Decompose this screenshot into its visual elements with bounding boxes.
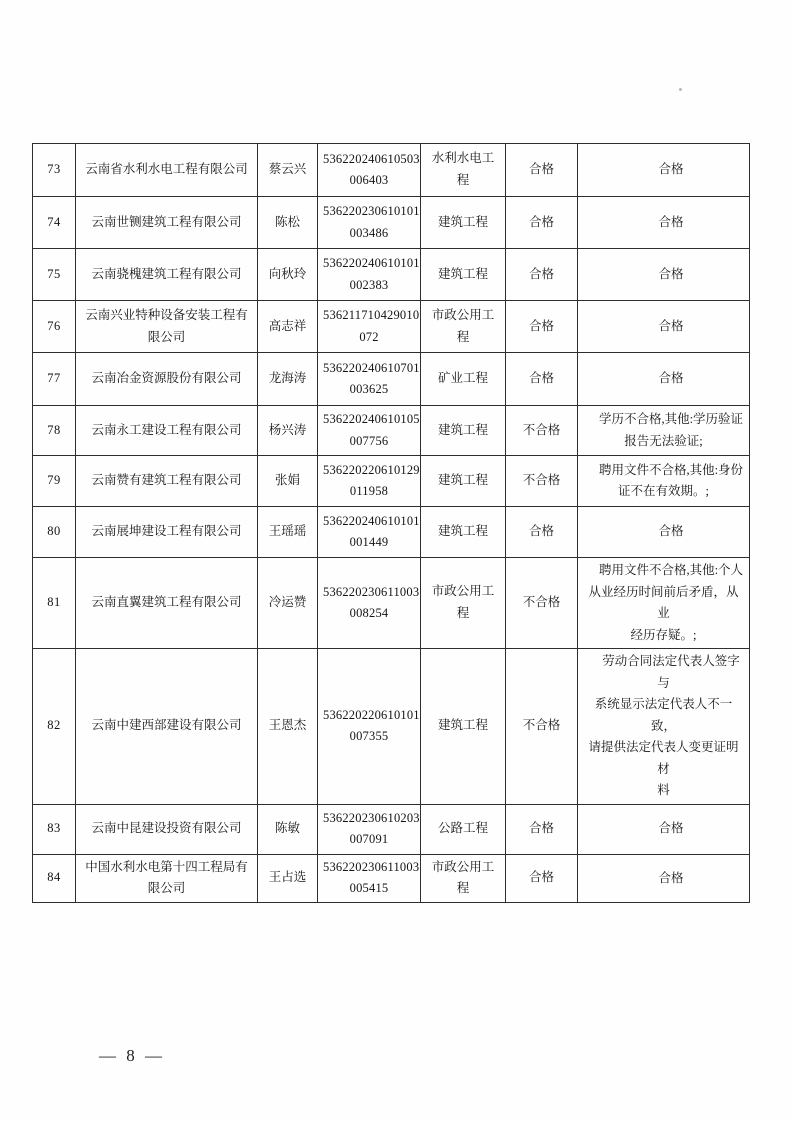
table-row bbox=[33, 854, 750, 903]
id-number-line: 006403 bbox=[349, 173, 389, 187]
id-number-line: 536211710429010 bbox=[323, 308, 420, 323]
cell-person-name: 向秋玲 bbox=[258, 249, 318, 301]
remark-line: 合格 bbox=[658, 162, 684, 177]
cell-result: 合格 bbox=[506, 197, 578, 249]
remark-line: 请提供法定代表人变更证明材 bbox=[588, 740, 739, 776]
table-row bbox=[33, 649, 750, 805]
cell-result: 不合格 bbox=[506, 649, 578, 805]
remark-line: 劳动合同法定代表人签字与 bbox=[602, 654, 740, 690]
cell-result: 合格 bbox=[506, 507, 578, 558]
cell-company-name: 云南省水利水电工程有限公司 bbox=[76, 144, 258, 197]
cell-index: 79 bbox=[33, 456, 76, 507]
table-row bbox=[33, 144, 750, 197]
cell-company-name: 中国水利水电第十四工程局有限公司 bbox=[76, 854, 258, 903]
id-number-line: 536220240610105 bbox=[323, 412, 420, 427]
remark-line: 料 bbox=[657, 783, 670, 797]
cell-engineering-type: 建筑工程 bbox=[421, 649, 506, 805]
cell-remark bbox=[578, 804, 750, 854]
id-number-line: 072 bbox=[359, 329, 379, 344]
cell-id-number bbox=[318, 456, 421, 507]
cell-company-name: 云南中昆建设投资有限公司 bbox=[76, 804, 258, 854]
cell-company-name: 云南永工建设工程有限公司 bbox=[76, 406, 258, 456]
cell-result: 合格 bbox=[506, 804, 578, 854]
cell-person-name: 冷运赞 bbox=[258, 558, 318, 649]
cell-remark bbox=[578, 249, 750, 301]
cell-index: 74 bbox=[33, 197, 76, 249]
qualification-review-table bbox=[32, 143, 750, 903]
cell-engineering-type: 建筑工程 bbox=[421, 406, 506, 456]
cell-remark bbox=[578, 353, 750, 406]
cell-index: 76 bbox=[33, 301, 76, 353]
cell-engineering-type: 市政公用工程 bbox=[421, 301, 506, 353]
id-number-line: 536220230610101 bbox=[323, 204, 420, 219]
id-number-line: 536220240610503 bbox=[323, 151, 420, 166]
remark-line: 证不在有效期。; bbox=[618, 484, 709, 498]
id-number-line: 536220220610101 bbox=[323, 708, 420, 722]
cell-company-name: 云南直翼建筑工程有限公司 bbox=[76, 558, 258, 649]
id-number-line: 536220240610701 bbox=[323, 360, 420, 375]
remark-line: 合格 bbox=[658, 318, 684, 333]
table-row bbox=[33, 301, 750, 353]
cell-person-name: 王恩杰 bbox=[258, 649, 318, 805]
cell-index: 80 bbox=[33, 507, 76, 558]
cell-id-number bbox=[318, 804, 421, 854]
id-number-line: 536220230611003 bbox=[323, 584, 420, 599]
cell-engineering-type: 市政公用工程 bbox=[421, 854, 506, 903]
cell-index: 81 bbox=[33, 558, 76, 649]
id-number-line: 536220240610101 bbox=[323, 513, 420, 528]
cell-remark bbox=[578, 301, 750, 353]
cell-remark bbox=[578, 406, 750, 456]
id-number-line: 536220230610203 bbox=[323, 810, 420, 825]
cell-engineering-type: 矿业工程 bbox=[421, 353, 506, 406]
cell-company-name: 云南展坤建设工程有限公司 bbox=[76, 507, 258, 558]
remark-line: 合格 bbox=[658, 214, 684, 229]
cell-index: 77 bbox=[33, 353, 76, 406]
cell-remark bbox=[578, 854, 750, 903]
cell-person-name: 高志祥 bbox=[258, 301, 318, 353]
cell-company-name: 云南中建西部建设有限公司 bbox=[76, 649, 258, 805]
cell-person-name: 杨兴涛 bbox=[258, 406, 318, 456]
cell-result: 不合格 bbox=[506, 558, 578, 649]
table-row bbox=[33, 353, 750, 406]
cell-id-number bbox=[318, 649, 421, 805]
cell-index: 73 bbox=[33, 144, 76, 197]
remark-line: 聘用文件不合格,其他:个人 bbox=[598, 563, 744, 577]
cell-id-number bbox=[318, 301, 421, 353]
id-number-line: 003625 bbox=[349, 382, 389, 396]
cell-company-name: 云南赞有建筑工程有限公司 bbox=[76, 456, 258, 507]
remark-line: 报告无法验证; bbox=[624, 433, 703, 448]
id-number-line: 536220220610129 bbox=[323, 462, 420, 477]
cell-index: 84 bbox=[33, 854, 76, 903]
remark-line: 系统显示法定代表人不一致， bbox=[594, 697, 733, 733]
remark-line: 聘用文件不合格,其他:身份 bbox=[598, 462, 744, 477]
cell-id-number bbox=[318, 144, 421, 197]
cell-company-name: 云南骁槐建筑工程有限公司 bbox=[76, 249, 258, 301]
remark-line: 从业经历时间前后矛盾，从业 bbox=[588, 584, 739, 620]
cell-person-name: 王占选 bbox=[258, 854, 318, 903]
cell-index: 75 bbox=[33, 249, 76, 301]
cell-remark bbox=[578, 197, 750, 249]
cell-remark bbox=[578, 456, 750, 507]
id-number-line: 536220230611003 bbox=[323, 860, 420, 875]
table-row bbox=[33, 456, 750, 507]
cell-person-name: 陈敏 bbox=[258, 804, 318, 854]
cell-person-name: 蔡云兴 bbox=[258, 144, 318, 197]
table-row bbox=[33, 804, 750, 854]
cell-engineering-type: 建筑工程 bbox=[421, 197, 506, 249]
cell-index: 83 bbox=[33, 804, 76, 854]
id-number-line: 536220240610101 bbox=[323, 256, 420, 271]
table-row bbox=[33, 406, 750, 456]
cell-index: 78 bbox=[33, 406, 76, 456]
id-number-line: 007091 bbox=[349, 832, 389, 846]
id-number-line: 003486 bbox=[349, 225, 389, 240]
remark-line: 学历不合格,其他:学历验证 bbox=[598, 412, 744, 426]
table-row bbox=[33, 558, 750, 649]
cell-company-name: 云南冶金资源股份有限公司 bbox=[76, 353, 258, 406]
id-number-line: 007355 bbox=[349, 729, 389, 744]
cell-remark bbox=[578, 507, 750, 558]
remark-line: 合格 bbox=[658, 821, 684, 836]
cell-engineering-type: 建筑工程 bbox=[421, 456, 506, 507]
cell-person-name: 陈松 bbox=[258, 197, 318, 249]
table-row bbox=[33, 249, 750, 301]
table-body bbox=[33, 144, 750, 903]
remark-line: 合格 bbox=[658, 266, 684, 281]
cell-result: 不合格 bbox=[506, 406, 578, 456]
cell-person-name: 张娟 bbox=[258, 456, 318, 507]
table-row bbox=[33, 507, 750, 558]
id-number-line: 002383 bbox=[349, 277, 389, 292]
cell-id-number bbox=[318, 854, 421, 903]
cell-id-number bbox=[318, 249, 421, 301]
remark-line: 合格 bbox=[658, 870, 684, 885]
cell-result: 合格 bbox=[506, 301, 578, 353]
cell-company-name: 云南兴业特种设备安装工程有限公司 bbox=[76, 301, 258, 353]
cell-index: 82 bbox=[33, 649, 76, 805]
table-row bbox=[33, 197, 750, 249]
id-number-line: 005415 bbox=[349, 881, 389, 896]
cell-id-number bbox=[318, 507, 421, 558]
cell-id-number bbox=[318, 406, 421, 456]
cell-remark bbox=[578, 144, 750, 197]
id-number-line: 007756 bbox=[349, 433, 389, 448]
cell-remark bbox=[578, 649, 750, 805]
remark-line: 合格 bbox=[658, 524, 684, 539]
id-number-line: 011958 bbox=[349, 484, 389, 498]
cell-id-number bbox=[318, 353, 421, 406]
cell-result: 合格 bbox=[506, 144, 578, 197]
id-number-line: 001449 bbox=[349, 535, 389, 549]
id-number-line: 008254 bbox=[349, 606, 389, 620]
cell-result: 合格 bbox=[506, 249, 578, 301]
cell-result: 合格 bbox=[506, 353, 578, 406]
cell-engineering-type: 建筑工程 bbox=[421, 249, 506, 301]
scan-speckle bbox=[679, 88, 682, 91]
cell-engineering-type: 市政公用工程 bbox=[421, 558, 506, 649]
cell-company-name: 云南世铡建筑工程有限公司 bbox=[76, 197, 258, 249]
cell-result: 合格 bbox=[506, 854, 578, 903]
cell-id-number bbox=[318, 558, 421, 649]
cell-engineering-type: 公路工程 bbox=[421, 804, 506, 854]
cell-id-number bbox=[318, 197, 421, 249]
remark-line: 经历存疑。; bbox=[630, 627, 697, 642]
cell-result: 不合格 bbox=[506, 456, 578, 507]
cell-remark bbox=[578, 558, 750, 649]
page-number: — 8 — bbox=[99, 1046, 163, 1065]
remark-line: 合格 bbox=[658, 371, 684, 386]
cell-engineering-type: 建筑工程 bbox=[421, 507, 506, 558]
cell-engineering-type: 水利水电工程 bbox=[421, 144, 506, 197]
cell-person-name: 龙海涛 bbox=[258, 353, 318, 406]
cell-person-name: 王瑶瑶 bbox=[258, 507, 318, 558]
